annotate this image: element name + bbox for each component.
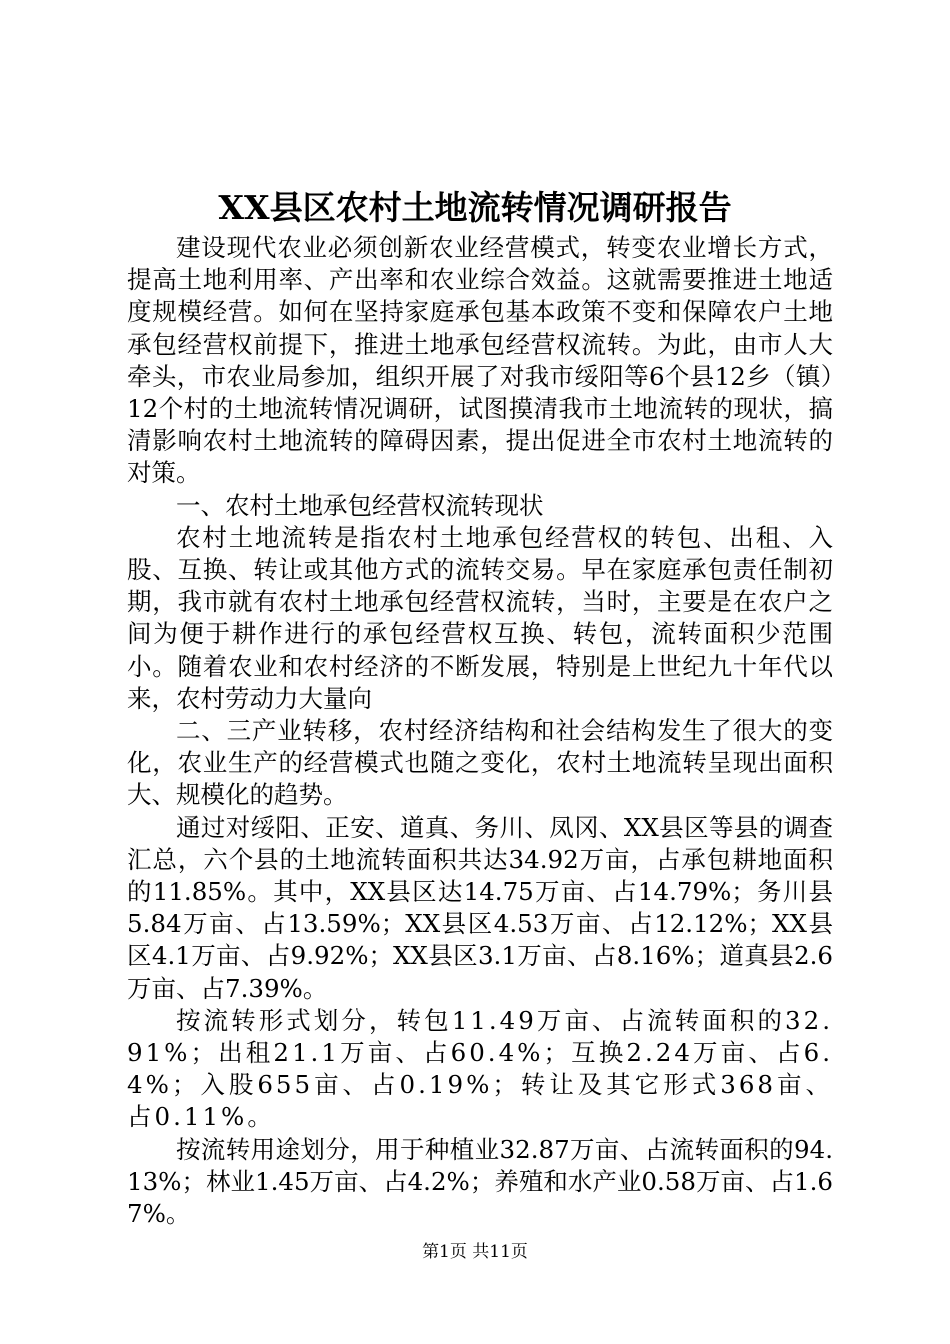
document-body: [127, 232, 833, 1230]
paragraph-intro: 建设现代农业必须创新农业经营模式，转变农业增长方式，提高土地利用率、产出率和农业综合效益。这就需要推进土地适度规模经营。如何在坚持家庭承包基本政策不变和保障农户土地承包经营权前提下，推进土地承包经营权流转。为此，由市人大牵头，市农业局参加，组织开展了对我市绥阳等6个县12乡（镇）12个村的土地流转情况调研，试图摸清我市土地流转的现状，搞清影响农村土地流转的障碍因素，提出促进全市农村土地流转的对策。: [127, 233, 833, 488]
page-footer: 第1页 共11页: [422, 1242, 528, 1262]
document-title: XX县区农村土地流转情况调研报告: [218, 188, 732, 227]
paragraph-industry-shift: 二、三产业转移，农村经济结构和社会结构发生了很大的变化，农业生产的经营模式也随之变化，农村土地流转呈现出面积大、规模化的趋势。: [127, 716, 833, 810]
paragraph-survey-summary: 通过对绥阳、正安、道真、务川、凤冈、XX县区等县的调查汇总，六个县的土地流转面积共达34.92万亩，占承包耕地面积的11.85%。其中，XX县区达14.75万亩、占14.79%；务川县5.84万亩、占13.59%；XX县区4.53万亩、占12.12%；XX县区4.1万亩、占9.92%；XX县区3.1万亩、占8.16%；道真县2.6万亩、占7.39%。: [127, 812, 833, 1003]
section-heading-1: 一、农村土地承包经营权流转现状: [176, 490, 544, 520]
paragraph-definition: 农村土地流转是指农村土地承包经营权的转包、出租、入股、互换、转让或其他方式的流转交易。早在家庭承包责任制初期，我市就有农村土地承包经营权流转，当时，主要是在农户之间为便于耕作进行的承包经营权互换、转包，流转面积少范围小。随着农业和农村经济的不断发展，特别是上世纪九十年代以来，农村劳动力大量向: [127, 522, 833, 713]
paragraph-by-use: 按流转用途划分，用于种植业32.87万亩、占流转面积的94.13%；林业1.45万亩、占4.2%；养殖和水产业0.58万亩、占1.67%。: [127, 1134, 833, 1229]
paragraph-by-form: 按流转形式划分，转包11.49万亩、占流转面积的32.91%；出租21.1万亩、占60.4%；互换2.24万亩、占6.4%；入股655亩、占0.19%；转让及其它形式368亩、占0.11%。: [127, 1005, 833, 1132]
